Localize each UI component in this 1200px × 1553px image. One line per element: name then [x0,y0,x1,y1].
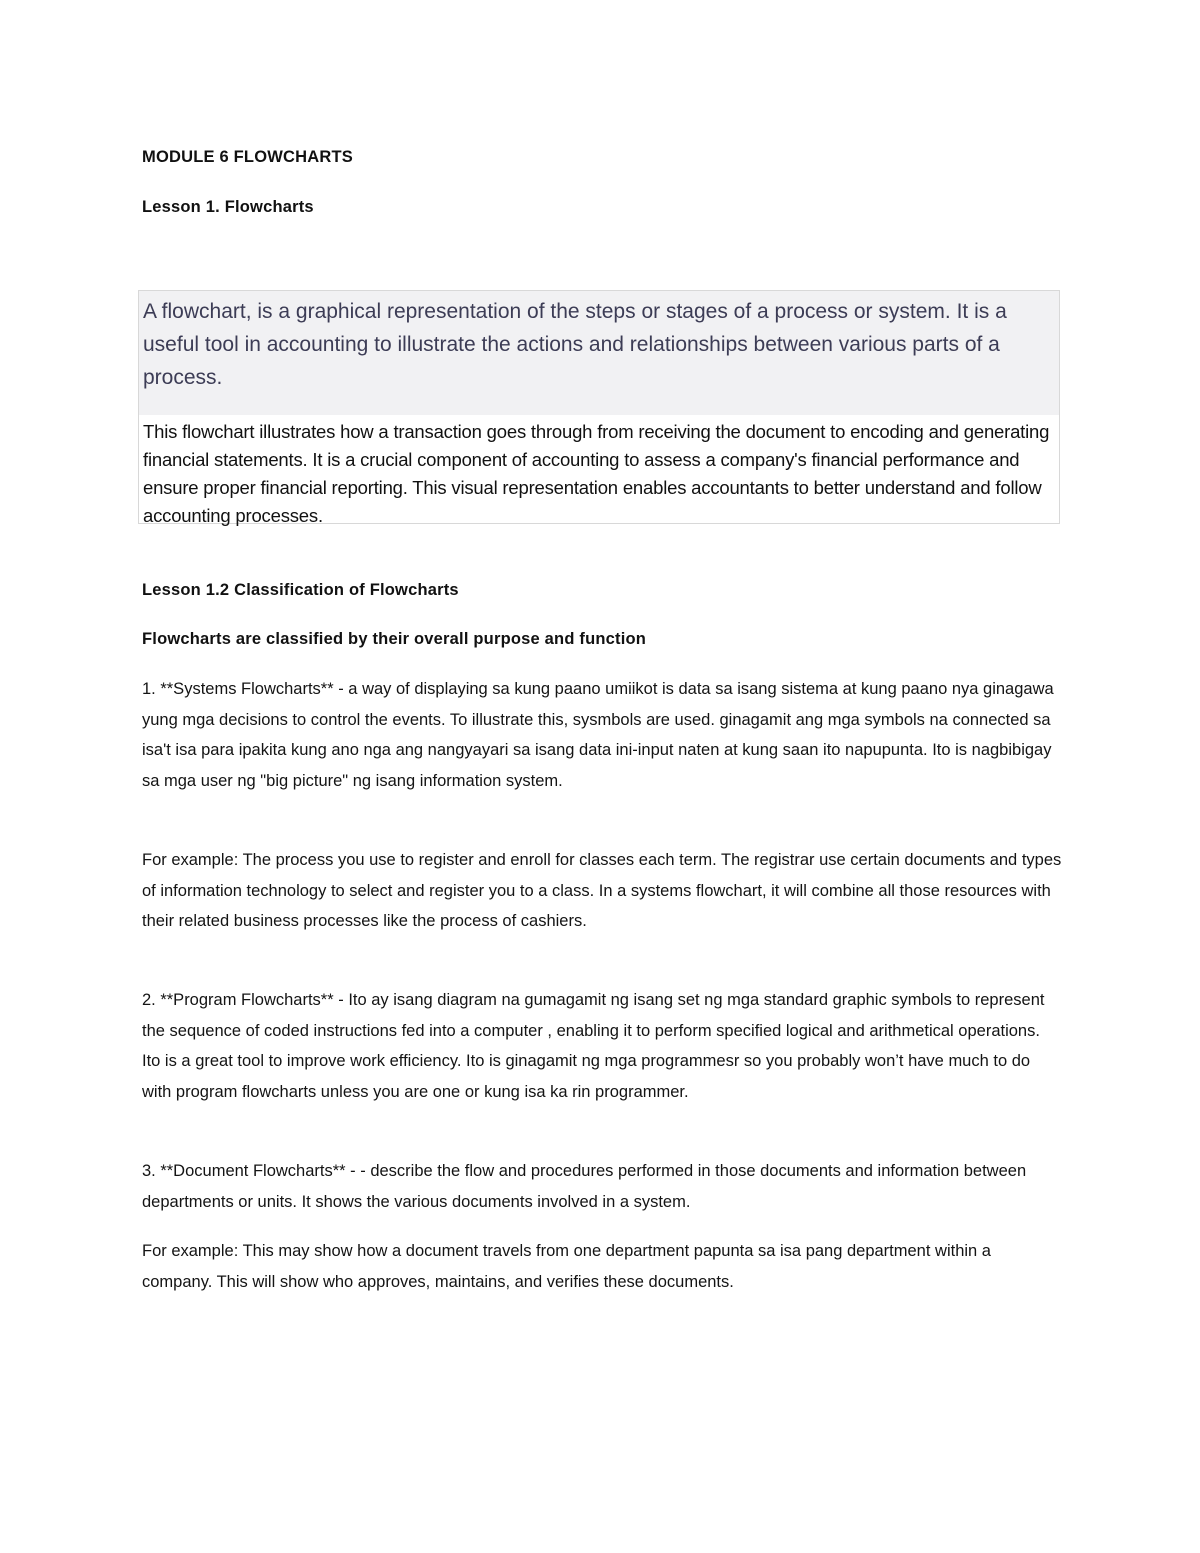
program-flowcharts-paragraph: 2. **Program Flowcharts** - Ito ay isang diagram na gumagamit ng isang set ng mga standard graphic symbols to represent the sequence of coded instructions fed into a computer , enabling it to perform specified logical and arithmetical operations. Ito is a great tool to improve work efficiency. Ito is ginagamit ng mga programmesr so you probably won’t have much to do with program flowcharts unless you are one or kung isa ka rin programmer. [142,991,1045,1101]
flowchart-summary: This flowchart illustrates how a transaction goes through from receiving the document to encoding and generating financial statements. It is a crucial component of accounting to assess a company's financial performance and ensure proper financial reporting. This visual representation enables accountants to better understand and follow accounting processes. [143,421,1050,526]
systems-flowcharts-paragraph: 1. **Systems Flowcharts** - a way of displaying sa kung paano umiikot is data sa isang sistema at kung paano nya ginagawa yung mga decisions to control the events. To illustrate this, sysmbols are used. ginagamit ang mga symbols na connected sa isa't isa para ipakita kung ano nga ang nangyayari sa isang data ini-input naten at kung saan ito napupunta. Ito is nagbibigay sa mga user ng "big picture" ng isang information system. [142,680,1054,790]
module-title: MODULE 6 FLOWCHARTS [142,148,353,166]
lesson-1-2-title: Lesson 1.2 Classification of Flowcharts [142,581,459,599]
systems-flowcharts-example: For example: The process you use to register and enroll for classes each term. The registrar use certain documents and types of information technology to select and register you to a class. In a systems flowchart, it will combine all those resources with their related business processes like the process of cashiers. [142,851,1062,930]
lesson-1-title: Lesson 1. Flowcharts [142,198,314,216]
flowchart-definition: A flowchart, is a graphical representation of the steps or stages of a process or system. It is a useful tool in accounting to illustrate the actions and relationships between various parts of a process. [143,300,1007,389]
document-flowcharts-example: For example: This may show how a document travels from one department papunta sa isa pang department within a company. This will show who approves, maintains, and verifies these documents. [142,1242,991,1291]
document-flowcharts-paragraph: 3. **Document Flowcharts** - - describe the flow and procedures performed in those documents and information between departments or units. It shows the various documents involved in a system. [142,1162,1027,1211]
definition-box [138,290,1060,524]
lesson-1-2-subtitle: Flowcharts are classified by their overall purpose and function [142,630,647,648]
